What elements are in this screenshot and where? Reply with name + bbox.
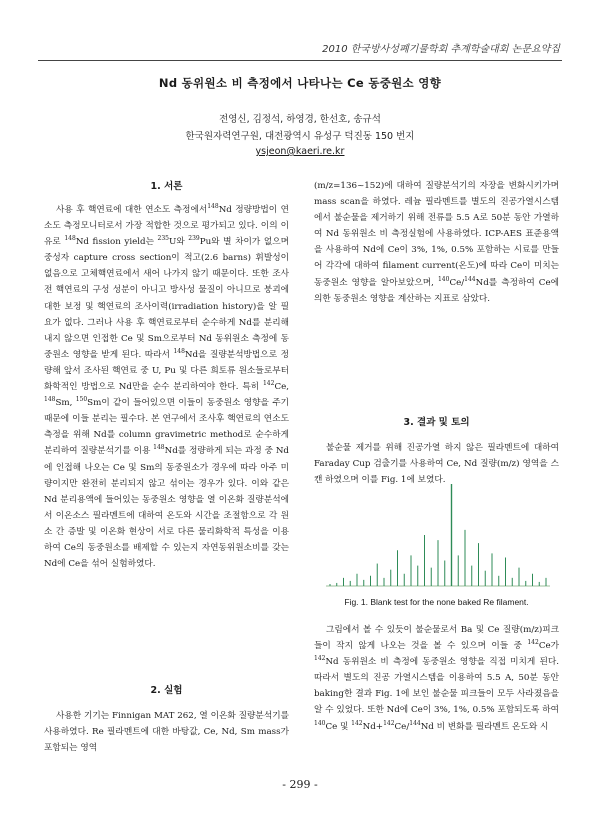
intro-sup-7: 239 — [188, 235, 200, 243]
after-text-0: 그림에서 볼 수 있듯이 불순물로서 Ba 및 Ce 질량(m/z)피크 들이 작지 않게 나오는 것을 볼 수 있으며 이들 중 — [314, 625, 559, 652]
after-text-2: Ce가 — [538, 641, 559, 652]
after-sup-9: 142 — [383, 719, 395, 727]
after-fig-body — [314, 622, 559, 735]
after-sup-5: 140 — [314, 719, 326, 727]
intro-body — [44, 202, 289, 572]
intro-sup-17: 148 — [153, 444, 165, 452]
expc-text-0: (m/z=136~152)에 대하여 질량분석기의 자장을 변화시키가며 mass scan을 하였다. 레늄 필라멘트를 별도의 진공가열시스템에서 불순물을 제거하기 위해 전류를 5.5 A로 50분 동안 가열하여 Nd 동위원소 비 측정실험에 사용하였다. ICP-AES 표준용액을 사용하여 Nd에 Ce이 3%, 1%, 0.5% 포함하는 시료를 만들어 각각에 대하여 filament current(온도)에 따라 Ce이 미치는 동중원소 영향을 알아보았으며, — [314, 181, 559, 288]
intro-sup-1: 148 — [207, 203, 219, 211]
exp-body — [44, 708, 289, 756]
after-sup-1: 142 — [527, 639, 539, 647]
intro-text-4: Nd fission yield는 — [75, 237, 158, 248]
intro-text-6: U와 — [169, 237, 189, 248]
after-text-12: Nd 비 변화를 필라멘트 온도와 시 — [420, 721, 549, 732]
section-intro-title: 1. 서론 — [150, 181, 183, 192]
expc-text-2: Ce/ — [449, 277, 465, 288]
intro-text-10: Nd을 질량분석방법으로 정량해 앞서 조사된 핵연료 중 U, Pu 및 다른 희토류 원소들로부터 화학적인 방법으로 Nd만을 순수 분리하여야 한다. 특히 — [44, 349, 290, 393]
after-sup-7: 142 — [351, 719, 363, 727]
after-text-10: Ce/ — [394, 721, 410, 732]
intro-text-18: Nd를 정량하게 되는 과정 중 Nd에 인접해 나오는 Ce 및 Sm의 동중원소가 경우에 따라 아주 미량이지만 완전히 분리되지 않고 섞이는 경우가 있다. 이와 같은 Nd 분리용액에 들어있는 동중원소 영향을 열 이온화 질량분석에서 이온소스 필라멘트에 대하여 온도와 시간을 조절함으로 각 원소 간 증발 및 이온화 현상이 서로 다른 물리화학적 특성을 이용하여 Ce의 동중원소를 배제할 수 있는지 자연동위원소비를 갖는 Nd에 Ce을 섞어 실험하였다. — [44, 446, 289, 570]
after-text-6: Ce 및 — [325, 721, 352, 732]
intro-sup-5: 235 — [157, 235, 169, 243]
intro-text-16: Sm이 같이 들어있으면 이들이 동중원소 영향을 주기 때문에 이들 분리는 필수다. 본 연구에서 조사후 핵연료의 연소도 측정을 위해 Nd를 column gravimetric method로 순수하게 분리하여 질량분석기를 이용 — [44, 398, 290, 457]
intro-text-12: Ce, — [274, 382, 289, 393]
authors: 전영신, 김정석, 하영경, 한선호, 송규석 — [219, 114, 381, 125]
expc-sup-3: 144 — [464, 275, 476, 283]
intro-sup-11: 142 — [262, 380, 275, 388]
intro-text-8: Pu와 별 차이가 없으며 중성자 capture cross section이 적고(2.6 barns) 휘발성이 없음으로 고체핵연료에서 새어 나가지 않기 때문이다. 또한 조사 전 핵연료의 구성 성분이 아니고 방사성 물질이 아니므로 붕괴에 대한 보정 및 핵연료의 조사이력(irradiation history)을 알 필요가 없다. 그러나 사용 후 핵연료로부터 순수하게 Nd를 분리해 내지 않으면 인접한 Ce 및 Sm으로부터 Nd 동위원소 측정에 동중원소 영향을 받게 된다. 따라서 — [44, 237, 289, 360]
after-sup-11: 144 — [409, 719, 421, 727]
header-rule — [38, 60, 562, 61]
after-text-8: Nd+ — [362, 721, 384, 732]
after-text-4: Nd 동위원소 비 측정에 동중원소 영향을 직접 미치게 된다. 따라서 별도의 진공 가열시스템을 이용하여 5.5 A, 50분 동안 baking한 결과 Fig. 1에 보인 불순물 피크들이 모두 사라졌음을 알 수 있었다. 또한 Nd에 Ce이 3%, 1%, 0.5% 포함되도록 하여 — [314, 657, 559, 716]
running-header: 2010 한국방사성폐기물학회 추계학술대회 논문요약집 — [322, 44, 560, 55]
section-results-title: 3. 결과 및 토의 — [403, 417, 470, 428]
chart-marks — [326, 484, 550, 586]
intro-sup-15: 150 — [75, 396, 88, 404]
intro-text-14: Sm, — [55, 398, 76, 409]
affiliation: 한국원자력연구원, 대전광역시 유성구 덕진동 150 번지 — [185, 131, 415, 142]
figure-caption: Fig. 1. Blank test for the none baked Re filament. — [344, 597, 529, 607]
paper-title: Nd 동위원소 비 측정에서 나타나는 Ce 동중원소 영향 — [158, 76, 442, 90]
email-link[interactable]: ysjeon@kaeri.re.kr — [255, 146, 345, 157]
intro-sup-13: 148 — [44, 396, 56, 404]
page-number: - 299 - — [282, 778, 318, 791]
intro-sup-3: 148 — [64, 235, 76, 243]
spectrum-chart — [320, 480, 556, 592]
intro-text-0: 사용 후 핵연료에 대한 연소도 측정에서 — [56, 205, 208, 215]
intro-text-2: Nd 정량방법이 연소도 측정모니터로서 가장 적합한 것으로 평가되고 있다. 이의 이유로 — [44, 205, 289, 248]
section-exp-title: 2. 실험 — [150, 685, 183, 696]
after-sup-3: 142 — [314, 655, 326, 663]
exp-text: 사용한 기기는 Finnigan MAT 262, 열 이온화 질량분석기를 사용하였다. Re 필라멘트에 대한 바탕값, Ce, Nd, Sm mass가 포함되는 영역 — [44, 711, 289, 754]
results-text: 불순물 제거를 위해 진공가열 하지 않은 필라멘트에 대하여 Faraday Cup 검출기를 사용하여 Ce, Nd 질량(m/z) 영역을 스캔 하였으며 이를 Fig. 1에 보였다. — [314, 443, 559, 486]
expc-text-4: Nd를 측정하여 Ce에 의한 동중원소 영향을 계산하는 지표로 삼았다. — [314, 277, 559, 304]
intro-sup-9: 148 — [173, 347, 185, 355]
expc-sup-1: 140 — [437, 275, 450, 283]
exp-cont-body — [314, 178, 559, 307]
